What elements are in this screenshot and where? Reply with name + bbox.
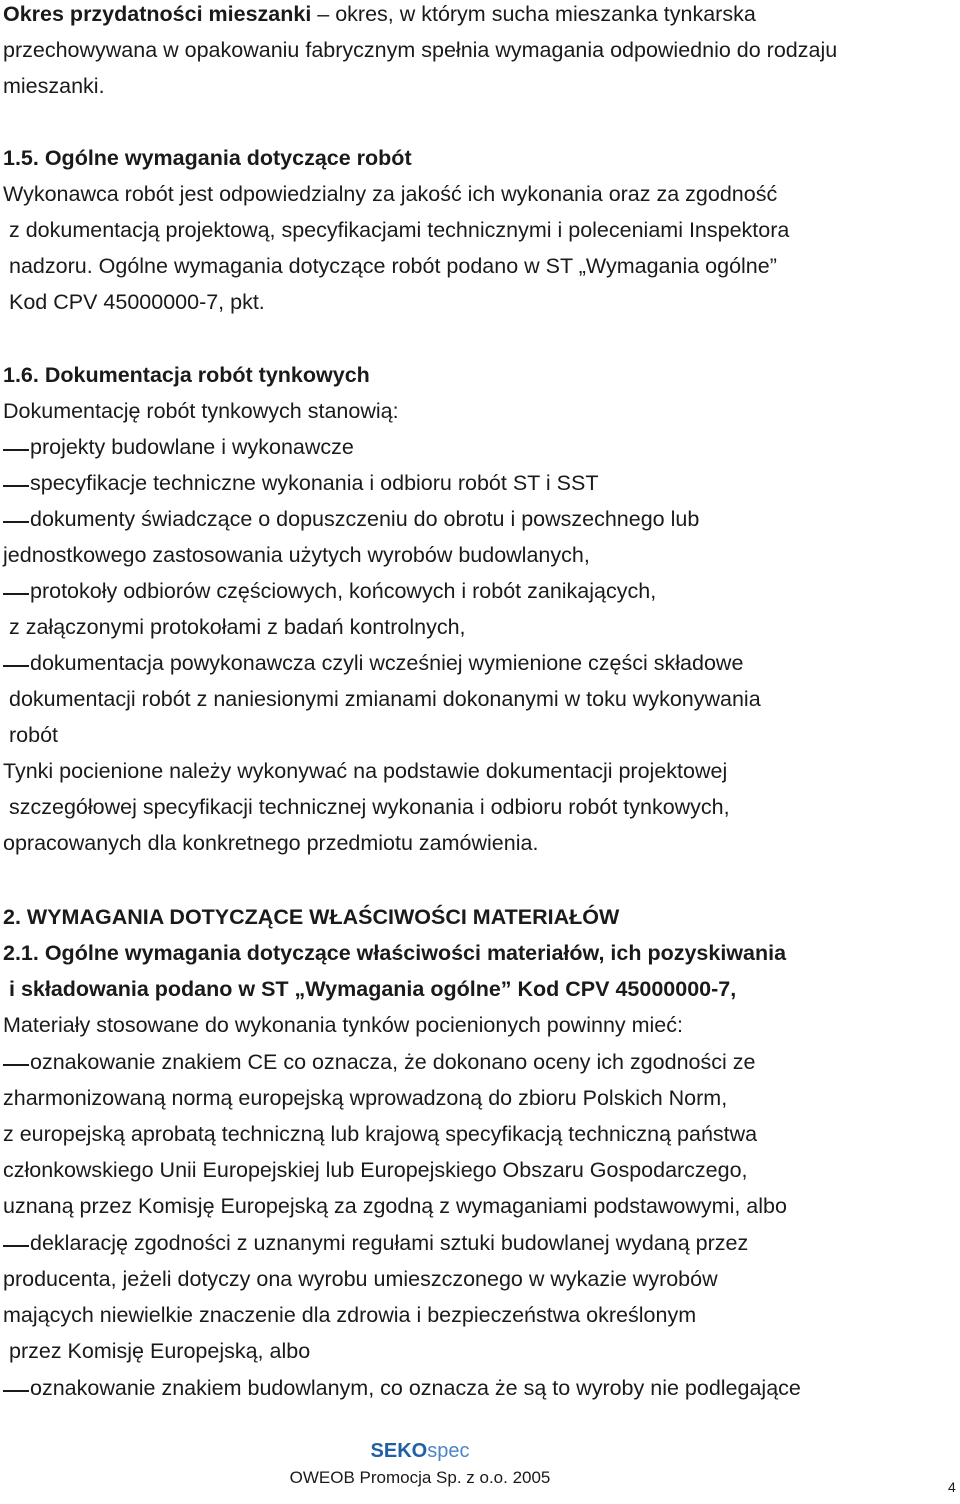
text-line: Tynki pocienione należy wykonywać na podstawie dokumentacji projektowej [3, 759, 728, 783]
list-item: oznakowanie znakiem budowlanym, co oznacza że są to wyroby nie podlegające [30, 1376, 801, 1400]
defined-term: Okres przydatności mieszanki [3, 2, 312, 26]
text-line: przez Komisję Europejską, albo [9, 1339, 311, 1363]
list-dash [3, 1390, 29, 1392]
text-line: członkowskiego Unii Europejskiej lub Europejskiego Obszaru Gospodarczego, [3, 1158, 748, 1182]
list-item: protokoły odbiorów częściowych, końcowych i robót zanikających, [30, 579, 657, 603]
list-item: projekty budowlane i wykonawcze [30, 435, 354, 459]
list-item: oznakowanie znakiem CE co oznacza, że dokonano oceny ich zgodności ze [30, 1050, 756, 1074]
definition-line: Okres przydatności mieszanki – okres, w którym sucha mieszanka tynkarska [3, 2, 756, 26]
text-line: z załączonymi protokołami z badań kontrolnych, [9, 615, 466, 639]
text-line: szczegółowej specyfikacji technicznej wykonania i odbioru robót tynkowych, [9, 795, 730, 819]
list-item: dokumentacja powykonawcza czyli wcześniej wymienione części składowe [30, 651, 744, 675]
list-dash [3, 1064, 29, 1066]
list-dash [3, 449, 29, 451]
text-line: nadzoru. Ogólne wymagania dotyczące robót podano w ST „Wymagania ogólne” [9, 254, 777, 278]
list-dash [3, 521, 29, 523]
page-number: 4 [948, 1479, 956, 1495]
footer-logo [0, 1440, 840, 1462]
list-dash [3, 665, 29, 667]
text-line: dokumentacji robót z naniesionymi zmianami dokonanymi w toku wykonywania [9, 687, 761, 711]
text-line: producenta, jeżeli dotyczy ona wyrobu umieszczonego w wykazie wyrobów [3, 1267, 718, 1291]
footer-company: OWEOB Promocja Sp. z o.o. 2005 [289, 1468, 551, 1487]
logo-text-primary: SEKO [370, 1440, 428, 1462]
text-line: mieszanki. [3, 74, 105, 98]
list-dash [3, 1245, 29, 1247]
list-dash [3, 593, 29, 595]
text-line: Wykonawca robót jest odpowiedzialny za jakość ich wykonania oraz za zgodność [3, 182, 778, 206]
text-line: z dokumentacją projektową, specyfikacjami technicznymi i poleceniami Inspektora [9, 218, 790, 242]
text-line: uznaną przez Komisję Europejską za zgodną z wymaganiami podstawowymi, albo [3, 1194, 787, 1218]
text-line: Materiały stosowane do wykonania tynków pocienionych powinny mieć: [3, 1013, 683, 1037]
text-line: Kod CPV 45000000-7, pkt. [9, 290, 265, 314]
text-line: robót [9, 723, 59, 747]
section-heading: 1.5. Ogólne wymagania dotyczące robót [3, 146, 412, 170]
text-line: opracowanych dla konkretnego przedmiotu zamówienia. [3, 831, 539, 855]
list-item: specyfikacje techniczne wykonania i odbioru robót ST i SST [30, 471, 599, 495]
chapter-heading: 2. WYMAGANIA DOTYCZĄCE WŁAŚCIWOŚCI MATERIAŁÓW [3, 905, 620, 929]
text-line: zharmonizowaną normą europejską wprowadzoną do zbioru Polskich Norm, [3, 1086, 728, 1110]
text-line: mających niewielkie znaczenie dla zdrowia i bezpieczeństwa określonym [3, 1303, 697, 1327]
list-dash [3, 485, 29, 487]
list-item: dokumenty świadczące o dopuszczeniu do obrotu i powszechnego lub [30, 507, 700, 531]
text-line: z europejską aprobatą techniczną lub krajową specyfikacją techniczną państwa [3, 1122, 758, 1146]
text-line: jednostkowego zastosowania użytych wyrobów budowlanych, [3, 543, 590, 567]
section-heading: i składowania podano w ST „Wymagania ogólne” Kod CPV 45000000-7, [9, 977, 737, 1001]
section-heading: 2.1. Ogólne wymagania dotyczące właściwości materiałów, ich pozyskiwania [3, 941, 787, 965]
text-line: Dokumentację robót tynkowych stanowią: [3, 399, 399, 423]
logo-text-secondary: spec [427, 1440, 470, 1462]
section-heading: 1.6. Dokumentacja robót tynkowych [3, 363, 370, 387]
list-item: deklarację zgodności z uznanymi regułami sztuki budowlanej wydaną przez [30, 1231, 749, 1255]
text-line: przechowywana w opakowaniu fabrycznym spełnia wymagania odpowiednio do rodzaju [3, 38, 838, 62]
